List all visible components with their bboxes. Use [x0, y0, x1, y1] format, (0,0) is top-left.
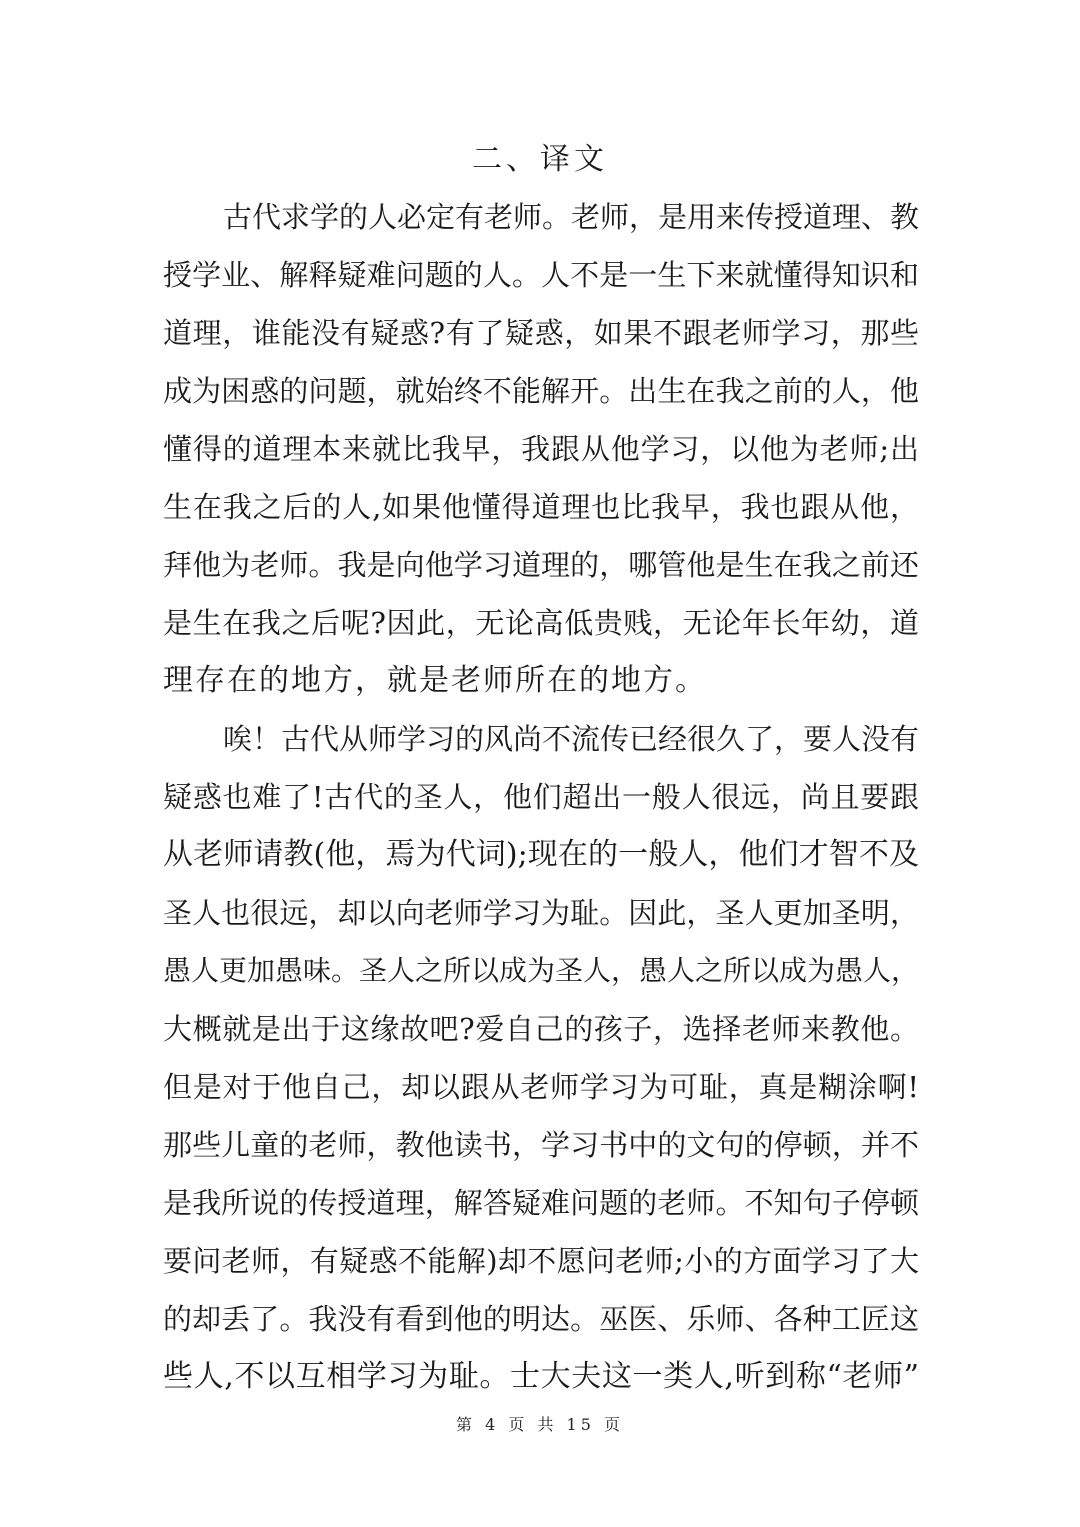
text-line: 的却丢了。我没有看到他的明达。巫医、乐师、各种工匠这 [163, 1302, 919, 1336]
text-line: 古代求学的人必定有老师。老师，是用来传授道理、教 [223, 200, 920, 234]
text-line: 要问老师，有疑惑不能解)却不愿问老师;小的方面学习了大 [163, 1244, 919, 1278]
text-line: 大概就是出于这缘故吧?爱自己的孩子，选择老师来教他。 [163, 1012, 919, 1046]
section-heading: 二、译文 [472, 142, 608, 177]
text-line: 懂得的道理本来就比我早，我跟从他学习，以他为老师;出 [163, 432, 919, 466]
text-line: 理存在的地方，就是老师所在的地方。 [163, 663, 707, 698]
text-line: 道理，谁能没有疑惑?有了疑惑，如果不跟老师学习，那些 [163, 316, 919, 350]
text-line: 从老师请教(他，焉为代词);现在的一般人，他们才智不及 [163, 837, 919, 872]
text-line: 拜他为老师。我是向他学习道理的，哪管他是生在我之前还 [163, 548, 919, 582]
text-line: 唉！古代从师学习的风尚不流传已经很久了，要人没有 [223, 722, 920, 756]
paragraph-1 [163, 188, 919, 710]
page-number-footer: 第 4 页 共 15 页 [456, 1415, 624, 1434]
text-line: 授学业、解释疑难问题的人。人不是一生下来就懂得知识和 [163, 258, 919, 292]
text-line: 疑惑也难了!古代的圣人，他们超出一般人很远，尚且要跟 [163, 780, 919, 814]
text-line: 那些儿童的老师，教他读书，学习书中的文句的停顿，并不 [163, 1128, 919, 1162]
text-line: 是我所说的传授道理，解答疑难问题的老师。不知句子停顿 [163, 1186, 919, 1220]
paragraph-2 [163, 710, 919, 1406]
body-text [163, 188, 919, 1406]
text-line: 圣人也很远，却以向老师学习为耻。因此，圣人更加圣明， [163, 896, 919, 930]
text-line: 是生在我之后呢?因此，无论高低贵贱，无论年长年幼，道 [163, 606, 919, 640]
text-line: 但是对于他自己，却以跟从老师学习为可耻，真是糊涂啊! [163, 1070, 919, 1104]
text-line: 些人,不以互相学习为耻。士大夫这一类人,听到称“老师” [163, 1359, 919, 1394]
text-line: 生在我之后的人,如果他懂得道理也比我早，我也跟从他， [163, 490, 919, 524]
text-line: 愚人更加愚味。圣人之所以成为圣人，愚人之所以成为愚人， [163, 954, 920, 987]
text-line: 成为困惑的问题，就始终不能解开。出生在我之前的人，他 [163, 374, 919, 408]
